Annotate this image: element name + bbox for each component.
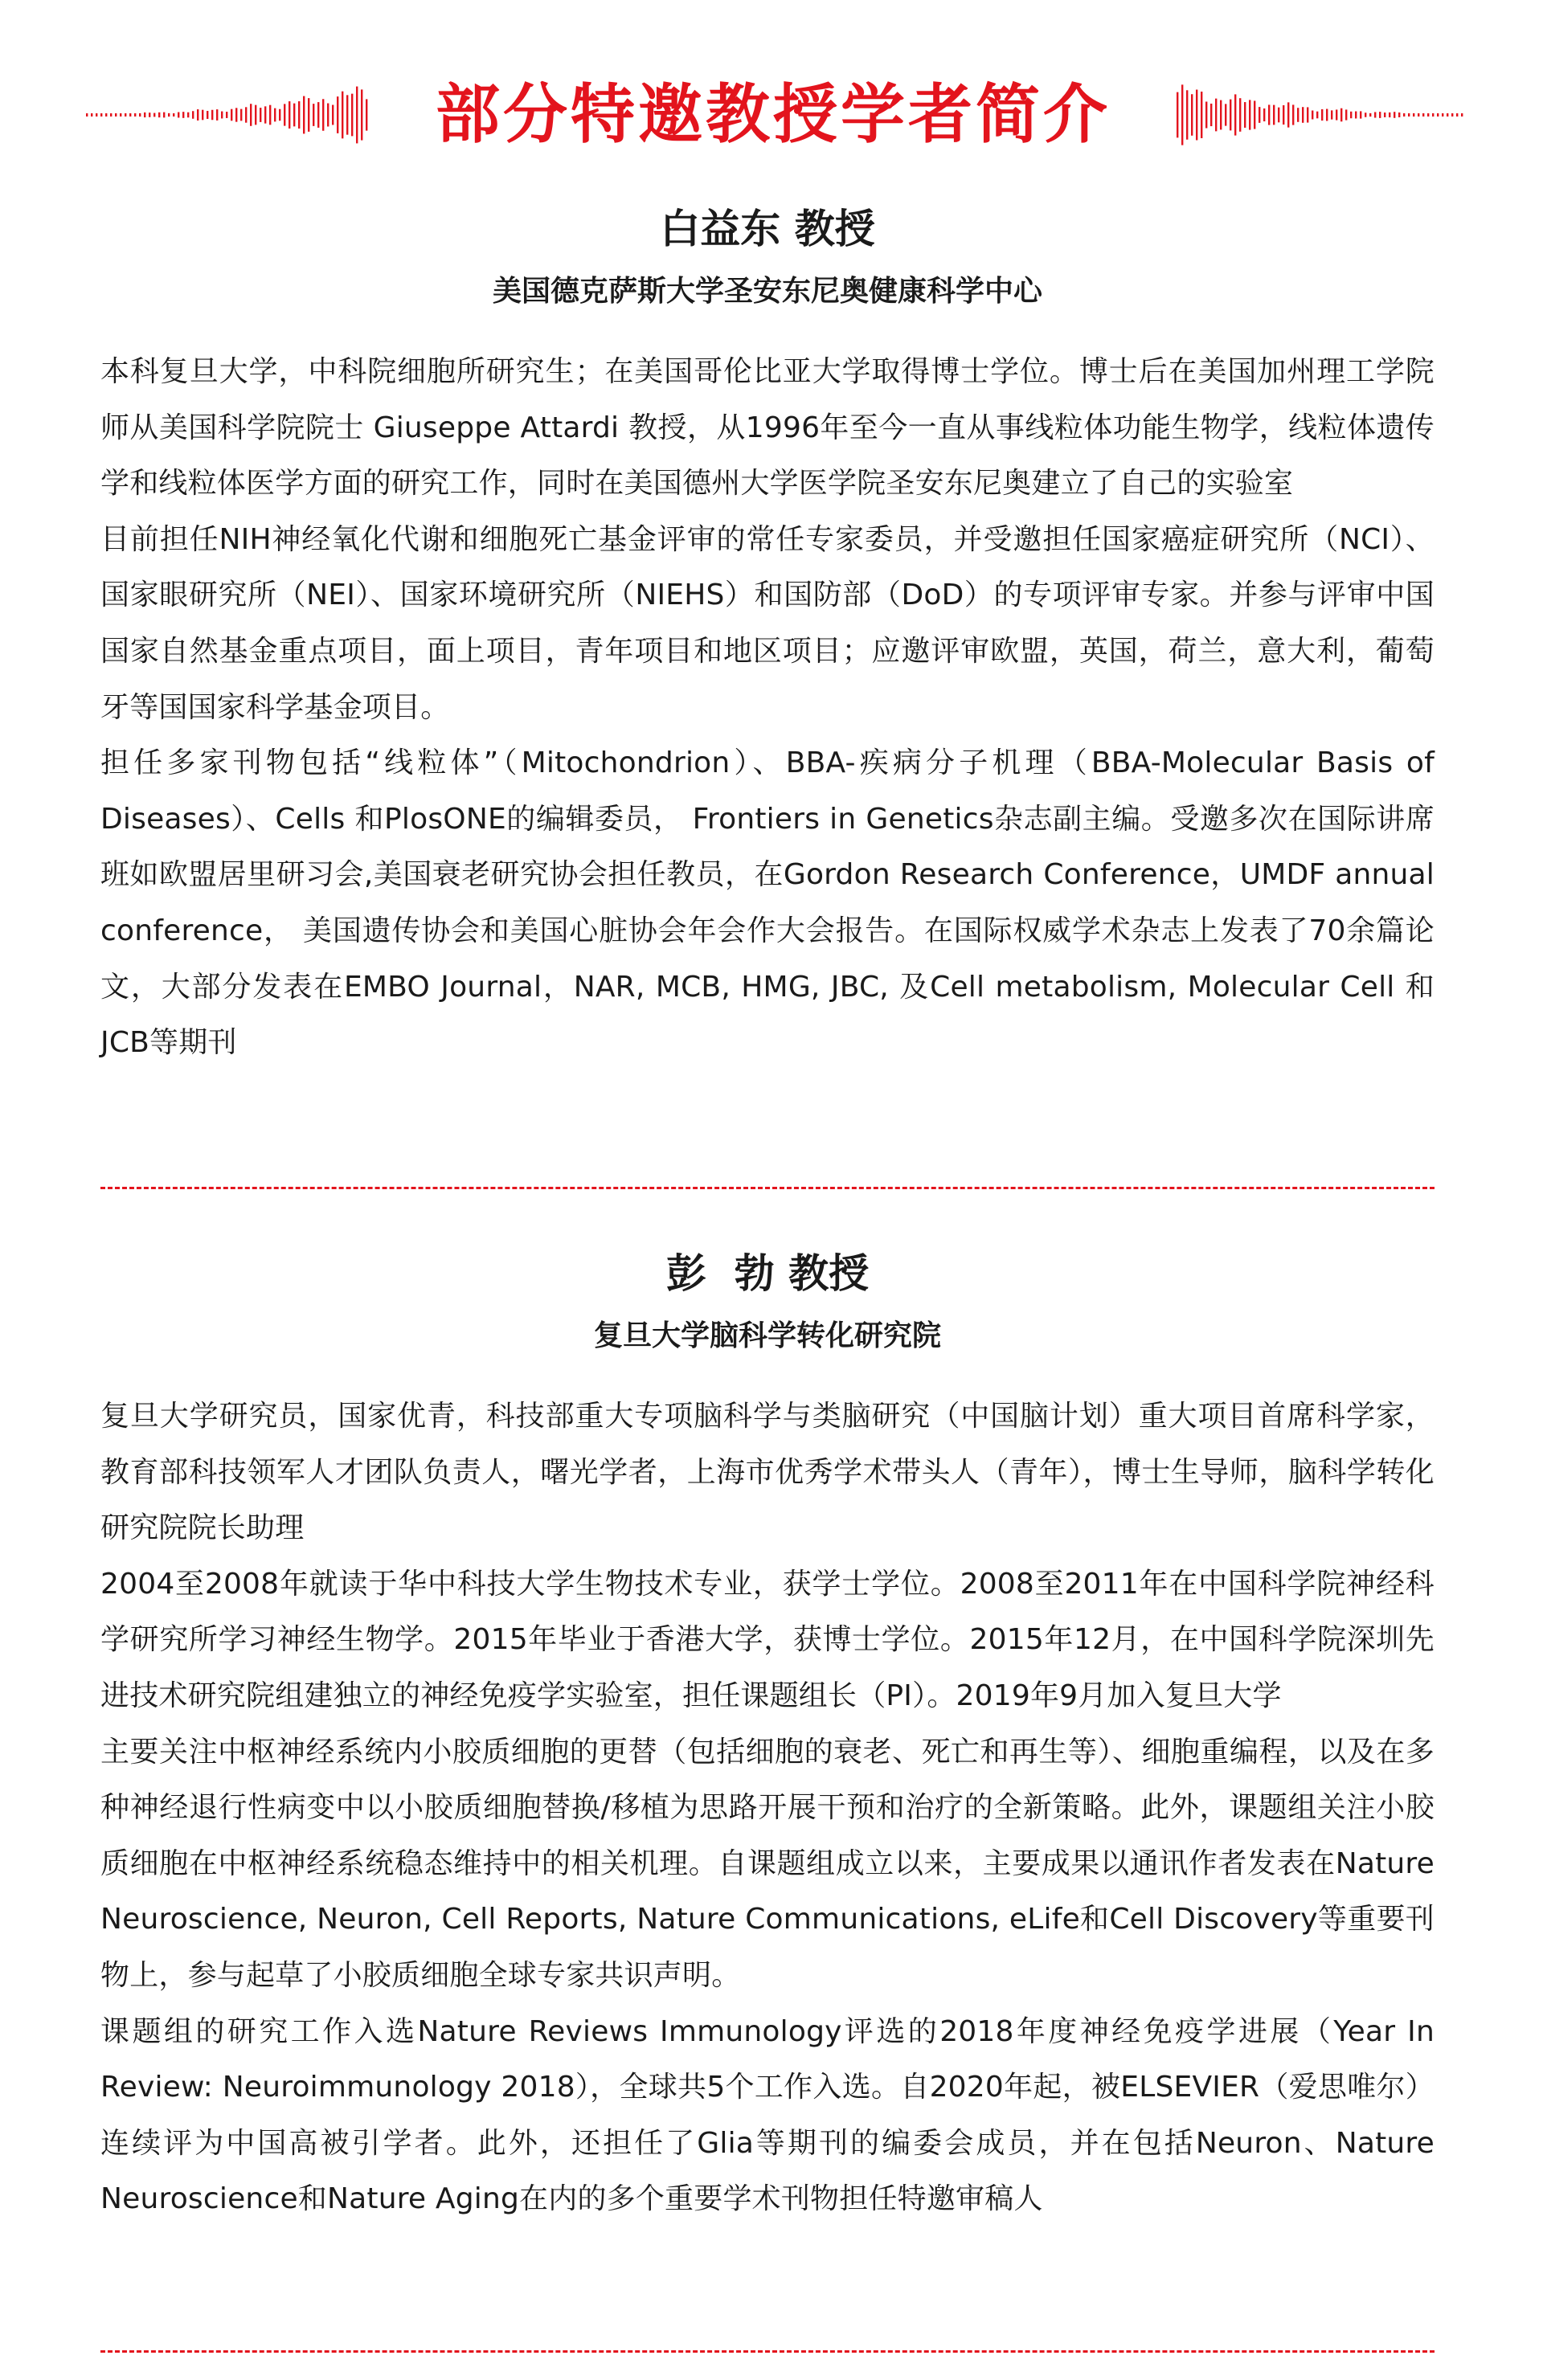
wave-bar	[1220, 100, 1222, 130]
wave-bar	[1244, 102, 1246, 128]
wave-bar	[1331, 110, 1332, 119]
wave-bar	[327, 104, 329, 127]
wave-bar	[303, 96, 305, 134]
wave-bar	[264, 106, 266, 123]
wave-bar	[342, 92, 343, 139]
wave-bar	[1442, 113, 1443, 117]
wave-bar	[1312, 111, 1313, 120]
wave-bar	[158, 112, 160, 117]
wave-bar	[1360, 111, 1361, 118]
wave-bar	[1451, 113, 1453, 117]
wave-bar	[178, 112, 179, 118]
wave-bar	[1307, 107, 1308, 122]
wave-bar	[255, 105, 256, 125]
wave-bar	[1432, 113, 1434, 117]
wave-bar	[110, 113, 112, 117]
wave-bar	[240, 109, 242, 121]
wave-bar	[226, 112, 227, 118]
wave-bar	[322, 99, 324, 130]
professor-profile-peng	[100, 1245, 1435, 2227]
sound-wave-decoration-left	[84, 63, 370, 167]
wave-bar	[250, 104, 252, 126]
wave-bar	[346, 95, 348, 134]
wave-bar	[1196, 90, 1197, 141]
wave-bar	[1389, 112, 1390, 117]
wave-bar	[1369, 113, 1371, 117]
wave-bar	[1403, 113, 1405, 117]
wave-bar	[1268, 104, 1270, 125]
wave-bar	[1205, 101, 1207, 128]
bio-paragraph: 目前担任NIH神经氧化代谢和细胞死亡基金评审的常任专家委员，并受邀担任国家癌症研究所（NCI）、国家眼研究所（NEI）、国家环境研究所（NIEHS）和国防部（DoD）的专项评审专家。并参与评审中国国家自然基金重点项目，面上项目，青年项目和地区项目；应邀评审欧盟，英国，荷兰，意大利，葡萄牙等国国家科学基金项目。	[100, 522, 1435, 724]
wave-bar	[1340, 108, 1342, 122]
wave-bar	[1336, 109, 1337, 120]
wave-bar	[1263, 108, 1265, 121]
wave-bar	[298, 101, 300, 129]
wave-bar	[221, 112, 223, 119]
wave-bar	[366, 99, 367, 130]
wave-bar	[192, 111, 194, 118]
bio-paragraph: 担任多家刊物包括“线粒体”（Mitochondrion）、BBA-疾病分子机理（BBA-Molecular Basis of Diseases）、Cells 和PlosONE的编辑委员， Frontiers in Genetics杂志副主编。受邀多次在国际讲席班如欧盟居里研习会,美国衰老研究协会担任教员，在Gordon Research Conference，UMDF annual conference， 美国遗传协会和美国心脏协会年会作大会报告。在国际权威学术杂志上发表了70余篇论文，大部分发表在EMBO Journal，NAR, MCB, HMG, JBC, 及Cell metabolism, Molecular Cell 和 JCB等期刊	[100, 746, 1435, 1060]
wave-bar	[1422, 113, 1424, 117]
wave-bar	[337, 96, 338, 133]
wave-bar	[1259, 107, 1260, 123]
page-title: 部分特邀教授学者简介	[436, 77, 1111, 152]
wave-bar	[1447, 113, 1448, 117]
bio-paragraph: 复旦大学研究员，国家优青，科技部重大专项脑科学与类脑研究（中国脑计划）重大项目首席科学家，教育部科技领军人才团队负责人，曙光学者，上海市优秀学术带头人（青年），博士生导师，脑科学转化研究院院长助理	[100, 1400, 1435, 1545]
wave-bar	[96, 113, 97, 117]
wave-bar	[279, 109, 280, 121]
wave-bar	[1456, 113, 1458, 117]
wave-bar	[1437, 113, 1439, 117]
wave-bar	[1230, 100, 1231, 131]
wave-bar	[1225, 104, 1226, 125]
wave-bar	[91, 113, 92, 117]
wave-bar	[1292, 104, 1294, 125]
wave-bar	[1210, 104, 1212, 126]
wave-bar	[187, 112, 189, 118]
wave-bar	[1177, 92, 1178, 138]
wave-bar	[1384, 112, 1385, 117]
wave-bar	[1297, 108, 1299, 122]
section-divider	[100, 2350, 1435, 2353]
professor-name: 彭 勃 教授	[665, 1250, 870, 1297]
wave-bar	[1355, 112, 1357, 119]
wave-bar	[245, 107, 247, 122]
wave-bar	[1408, 113, 1410, 117]
professor-institution: 美国德克萨斯大学圣安东尼奥健康科学中心	[492, 275, 1042, 308]
professor-profile-bai	[100, 201, 1435, 1071]
wave-bar	[1413, 113, 1414, 117]
wave-bar	[216, 109, 218, 121]
wave-bar	[332, 105, 334, 125]
wave-bar	[1215, 99, 1217, 132]
wave-bar	[1186, 90, 1188, 139]
wave-bar	[1273, 105, 1275, 125]
sound-wave-decoration-right	[1175, 63, 1464, 167]
wave-bar	[1254, 100, 1255, 129]
wave-bar	[260, 108, 261, 122]
wave-bar	[1181, 84, 1183, 145]
wave-bar	[86, 113, 88, 117]
wave-bar	[1326, 109, 1328, 121]
wave-bar	[1302, 107, 1304, 123]
wave-bar	[153, 113, 155, 117]
wave-bar	[1374, 112, 1376, 117]
wave-bar	[308, 98, 309, 132]
wave-bar	[1287, 102, 1289, 127]
wave-bar	[351, 94, 353, 137]
bio-paragraph: 主要关注中枢神经系统内小胶质细胞的更替（包括细胞的衰老、死亡和再生等）、细胞重编程，以及在多种神经退行性病变中以小胶质细胞替换/移植为思路开展干预和治疗的全新策略。此外，课题组关注小胶质细胞在中枢神经系统稳态维持中的相关机理。自课题组成立以来，主要成果以通讯作者发表在Nature Neuroscience, Neuron, Cell Reports, Nature Communications, eLife和Cell Discovery等重要刊物上，参与起草了小胶质细胞全球专家共识声明。	[100, 1735, 1435, 1992]
wave-bar	[134, 113, 136, 117]
wave-bar	[1191, 94, 1193, 136]
wave-bar	[173, 113, 174, 117]
wave-bar	[1379, 112, 1381, 118]
bio-paragraph: 2004至2008年就读于华中科技大学生物技术专业，获学士学位。2008至2011年在中国科学院神经科学研究所学习神经生物学。2015年毕业于香港大学，获博士学位。2015年12月，在中国科学院深圳先进技术研究院组建独立的神经免疫学实验室，担任课题组长（PI）。2019年9月加入复旦大学	[100, 1567, 1435, 1712]
wave-bar	[1201, 92, 1202, 138]
section-divider	[100, 1187, 1435, 1189]
wave-bar	[100, 113, 102, 117]
wave-bar	[1394, 112, 1395, 118]
wave-bar	[1316, 112, 1318, 119]
wave-bar	[361, 89, 362, 140]
wave-bar	[1234, 94, 1236, 135]
wave-bar	[125, 113, 126, 117]
wave-bar	[1278, 108, 1279, 123]
wave-bar	[1365, 112, 1366, 117]
wave-bar	[163, 112, 165, 118]
wave-bar	[284, 104, 285, 125]
wave-bar	[293, 104, 295, 127]
wave-bar	[1283, 105, 1284, 125]
wave-bar	[235, 108, 237, 121]
wave-bar	[1249, 100, 1250, 129]
wave-bar	[129, 113, 131, 117]
wave-bar	[1321, 109, 1323, 121]
wave-bar	[182, 112, 184, 118]
wave-bar	[1345, 109, 1347, 120]
wave-bar	[144, 112, 145, 117]
wave-bar	[105, 113, 107, 117]
wave-bar	[211, 110, 213, 121]
bio-paragraph: 课题组的研究工作入选Nature Reviews Immunology评选的2018年度神经免疫学进展（Year In Review: Neuroimmunology 2018），全球共5个工作入选。自2020年起，被ELSEVIER（爱思唯尔）连续评为中国高被引学者。此外，还担任了Glia等期刊的编委会成员，并在包括Neuron、Nature Neuroscience和Nature Aging在内的多个重要学术刊物担任特邀审稿人	[100, 2014, 1435, 2216]
wave-bar	[274, 108, 276, 122]
bio-paragraph: 本科复旦大学，中科院细胞所研究生；在美国哥伦比亚大学取得博士学位。博士后在美国加州理工学院师从美国科学院院士 Giuseppe Attardi 教授，从1996年至今一直从事线粒体功能生物学，线粒体遗传学和线粒体医学方面的研究工作，同时在美国德州大学医学院圣安东尼奥建立了自己的实验室	[100, 355, 1435, 501]
wave-bar	[120, 113, 121, 117]
wave-bar	[356, 87, 358, 144]
wave-bar	[168, 113, 170, 117]
wave-bar	[1427, 113, 1429, 117]
wave-bar	[149, 112, 150, 117]
wave-bar	[289, 101, 290, 129]
wave-bar	[115, 113, 117, 117]
title-banner	[0, 63, 1543, 167]
wave-bar	[139, 113, 141, 117]
professor-name: 白益东 教授	[660, 206, 875, 252]
wave-bar	[1239, 98, 1241, 132]
wave-bar	[231, 109, 232, 121]
wave-bar	[1398, 112, 1400, 117]
professor-institution: 复旦大学脑科学转化研究院	[593, 1319, 941, 1352]
wave-bar	[197, 109, 199, 121]
wave-bar	[1418, 113, 1419, 117]
wave-bar	[313, 104, 314, 126]
wave-bar	[202, 110, 203, 121]
wave-bar	[207, 111, 208, 119]
wave-bar	[1350, 112, 1352, 118]
wave-bar	[1461, 113, 1463, 117]
wave-bar	[317, 102, 319, 128]
wave-bar	[269, 105, 271, 125]
